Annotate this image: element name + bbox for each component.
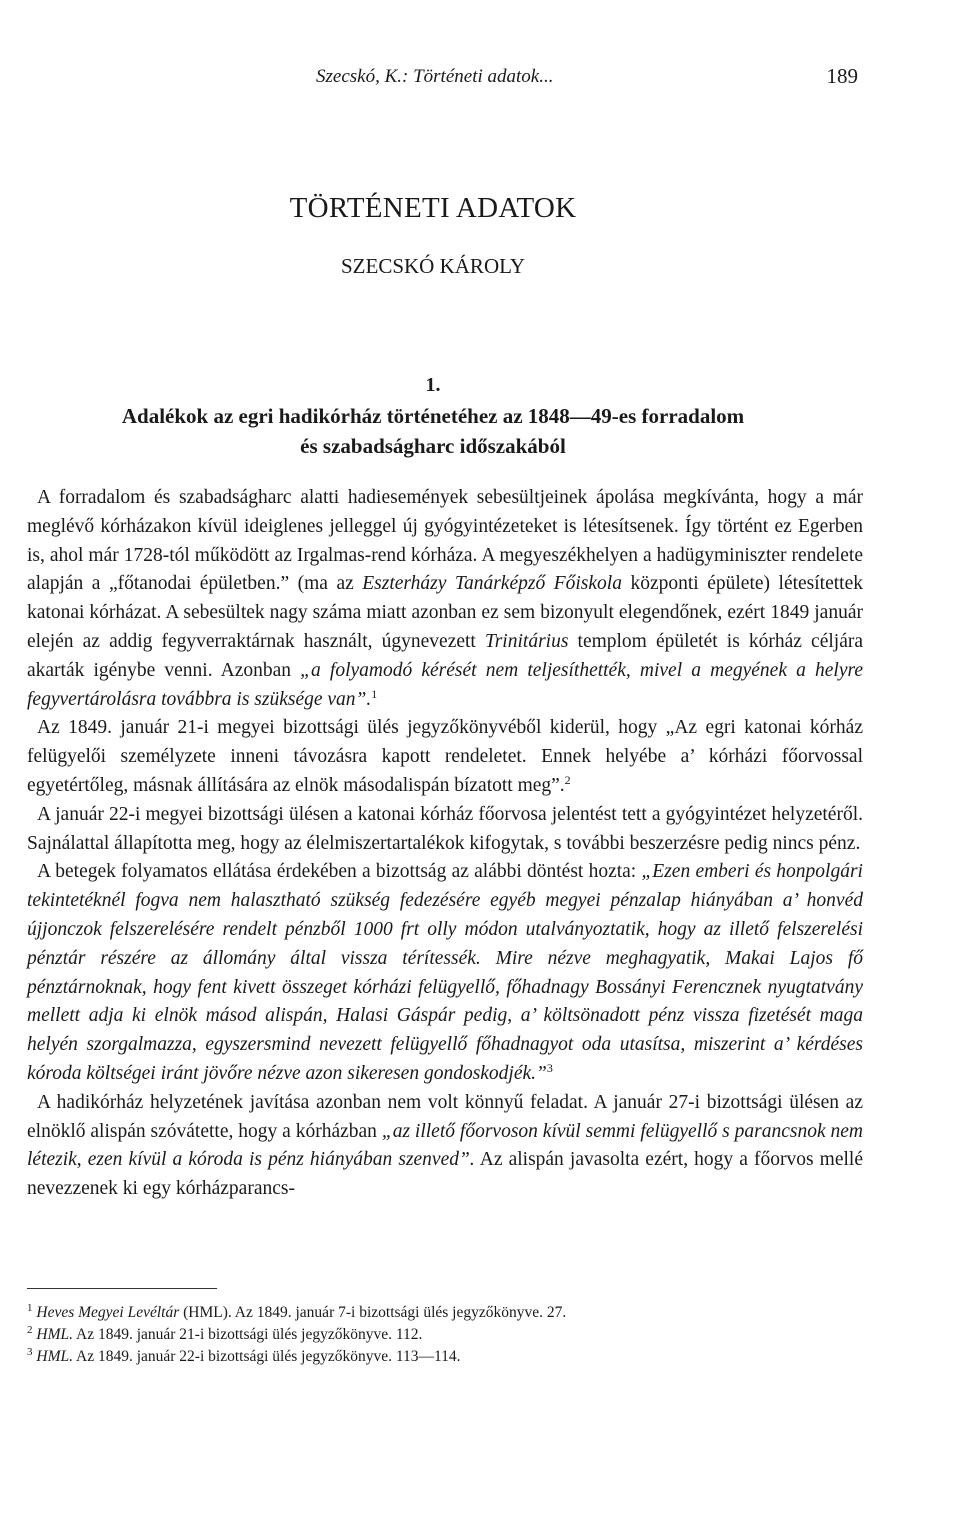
footnote-3-italic: HML. <box>36 1348 73 1365</box>
article-title: TÖRTÉNETI ADATOK <box>289 192 577 224</box>
footnote-1-text: (HML). Az 1849. január 7-i bizottsági ülés jegyzőkönyve. 27. <box>179 1304 567 1321</box>
article-author: SZECSKÓ KÁROLY <box>341 254 525 278</box>
paragraph-3 <box>27 801 863 859</box>
body-text <box>27 484 863 1204</box>
paragraph-4-italic-b: „Ezen emberi és honpolgári tekintetéknél fogva nem halasztható szükség fedezésére egyéb megyei pénzalap hiányában a’ honvéd újjonczok felszerelésére rendelt pénzből 1000 frt olly módon utalványoztatik, hogy az illető felszerelési pénztár részére az állomány által vissza térítessék. Mire nézve meghagyatik, Makai Lajos fő pénztárnoknak, hogy fent kivett összeget kórházi felügyellő, főhadnagy Bossányi Ferencznek nyugtatvány mellett adja ki elnök másod alispán, Halasi Gáspár pedig, a’ költsönadott pénz vissza fizetését maga helyén szorgalmazza, egyszersmind nevezett felügyellő főhadnagyot oda utasítsa, miszerint a’ kérdéses kóroda költségei iránt jövőre nézve azon sikeresen gondoskodjék.” <box>27 861 863 1084</box>
paragraph-1-italic-b: Eszterházy Tanárképző Főiskola <box>362 573 622 595</box>
paragraph-4 <box>27 858 863 1088</box>
paragraph-2-text-a: Az 1849. január 21-i megyei bizottsági ülés jegyzőkönyvéből kiderül, hogy „Az egri katonai kórház felügyelői személyzete inneni távozásra kapott rendeletet. Ennek helyébe a’ kórházi főorvossal egyetértőleg, másnak állítására az elnök másodalispán bízatott meg”. <box>27 717 863 796</box>
section-title-line-2: és szabadságharc időszakából <box>300 434 566 458</box>
paragraph-5 <box>27 1089 863 1204</box>
footnote-1-number: 1 <box>27 1302 33 1314</box>
footnote-2-italic: HML. <box>36 1326 73 1343</box>
paragraph-5-italic-b: „az illető főorvoson kívül semmi felügyellő s parancsnok nem létezik, ezen kívül a kóroda is pénz hiányában szenved”. <box>27 1120 863 1171</box>
footnote-1-italic: Heves Megyei Levéltár <box>36 1304 180 1321</box>
footnote-divider <box>27 1288 217 1289</box>
footnote-3-number: 3 <box>27 1346 33 1358</box>
paragraph-2 <box>27 714 863 800</box>
footnote-2 <box>27 1324 863 1346</box>
section-title-line-1: Adalékok az egri hadikórház történetéhez az 1848—49-es forradalom <box>121 404 745 428</box>
section-title <box>80 401 786 461</box>
footnote-ref-1: 1 <box>371 686 378 701</box>
paragraph-3-text-a: A január 22-i megyei bizottsági ülésen a katonai kórház főorvosa jelentést tett a gyógyintézet helyzetéről. Sajnálattal állapította meg, hogy az élelmiszertartalékok kifogytak, s további beszerzésre pedig nincs pénz. <box>27 803 863 854</box>
footnote-3 <box>27 1346 863 1368</box>
running-head <box>316 66 858 90</box>
footnote-2-number: 2 <box>27 1324 33 1336</box>
running-head-title: Szecskó, K.: Történeti adatok... <box>316 66 554 87</box>
paragraph-5-text-a: A hadikórház helyzetének javítása azonban nem volt könnyű feladat. A január 27-i bizottsági ülésen az elnöklő alispán szóvátette, hogy a kórházban <box>27 1091 863 1142</box>
paragraph-1-text-a: A forradalom és szabadságharc alatti hadiesemények sebesültjeinek ápolása megkívánta, hogy a már meglévő kórházakon kívül ideiglenes jelleggel új gyógyintézeteket is létesítsenek. Így történt ez Egerben is, ahol már 1728-tól működött az Irgalmas-rend kórháza. A megyeszékhelyen a hadügyminiszter rendelete alapján a „főtanodai épületben.” (ma az <box>27 487 863 595</box>
footnote-ref-3: 3 <box>546 1060 553 1075</box>
footnote-3-text: Az 1849. január 22-i bizottsági ülés jegyzőkönyve. 113—114. <box>72 1348 461 1365</box>
paragraph-4-text-a: A betegek folyamatos ellátása érdekében a bizottság az alábbi döntést hozta: <box>37 861 642 883</box>
footnote-1 <box>27 1302 863 1324</box>
footnotes <box>27 1302 863 1368</box>
footnote-2-text: Az 1849. január 21-i bizottsági ülés jegyzőkönyve. 112. <box>72 1326 423 1343</box>
paragraph-1-text-c: központi épülete) létesítettek katonai kórházat. A sebesültek nagy száma miatt azonban ez sem bizonyult elegendőnek, ezért 1849 január elején az addig fegyverraktárnak használt, úgynevezett <box>27 573 863 652</box>
paragraph-5-text-c: Az alispán javasolta ezért, hogy a főorvos mellé nevezzenek ki egy kórházparancs- <box>27 1149 863 1200</box>
paragraph-1-italic-d: Trinitárius <box>484 630 569 652</box>
footnote-ref-2: 2 <box>564 772 571 787</box>
paragraph-1-italic-f: „a folyamodó kérését nem teljesíthették, mivel a megyének a helyre fegyvertárolásra továbbra is szüksége van”. <box>27 659 863 710</box>
page-number: 189 <box>826 64 858 88</box>
section-number: 1. <box>425 374 441 396</box>
paragraph-1-text-e: templom épületét is kórház céljára akarták igénybe venni. Azonban <box>27 630 863 681</box>
paragraph-1 <box>27 484 863 714</box>
